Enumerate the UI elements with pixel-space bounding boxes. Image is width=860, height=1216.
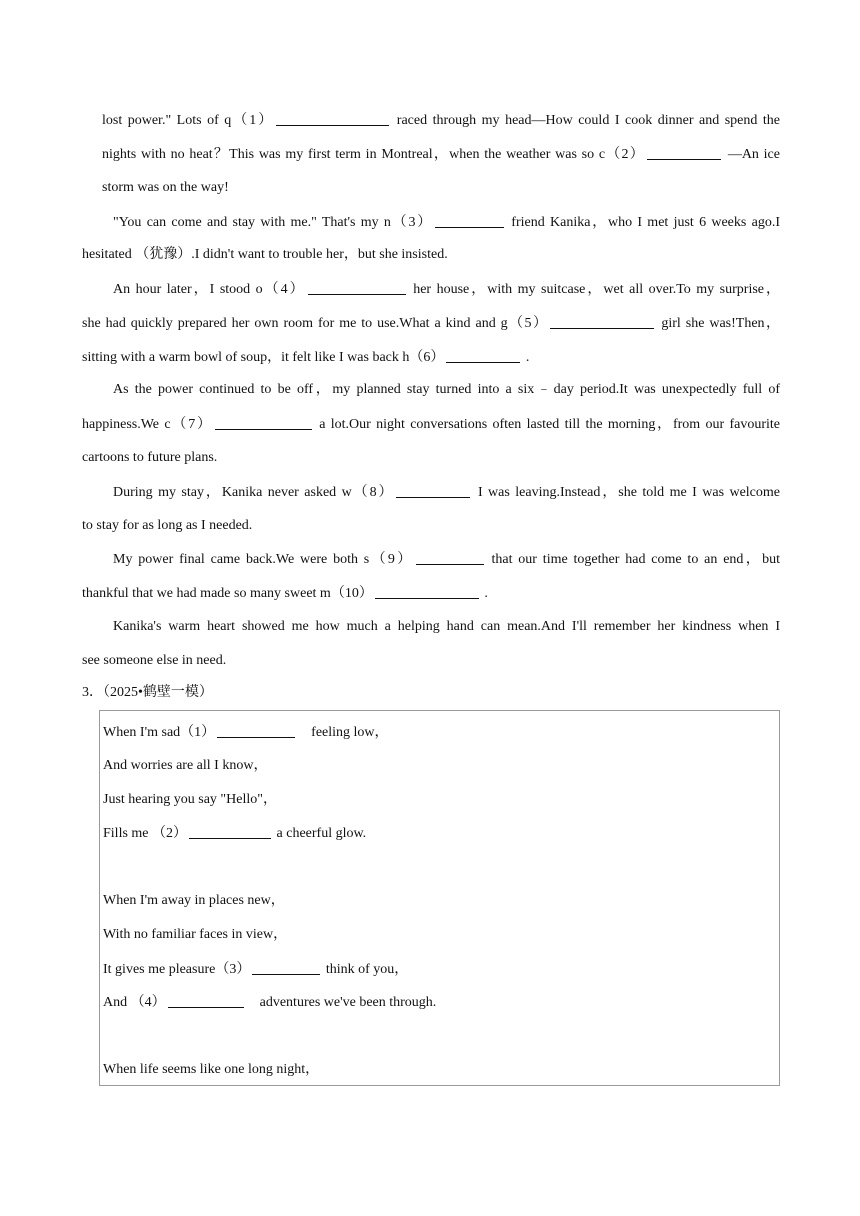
passage-text: An hour later，I stood o（4） <box>113 282 306 297</box>
answer-blank-1[interactable] <box>276 111 389 126</box>
poem-blank-2[interactable] <box>189 824 271 839</box>
passage-text: . <box>484 586 488 601</box>
passage-line-8 <box>82 348 529 367</box>
passage-text: hesitated （犹豫）.I didn't want to trouble her，but she insisted. <box>82 247 448 262</box>
passage-text: As the power continued to be off，my planned stay turned into a six﹣day period.It was unexpectedly full of <box>113 382 780 397</box>
answer-blank-10[interactable] <box>375 584 479 599</box>
answer-blank-5[interactable] <box>550 314 654 329</box>
poem-line-2 <box>103 757 267 775</box>
question-3-heading: 3．（2025•鹤壁一模） <box>82 685 213 700</box>
passage-text: she had quickly prepared her own room for me to use.What a kind and g（5） <box>82 316 549 331</box>
answer-blank-8[interactable] <box>396 483 470 498</box>
poem-text: When I'm away in places new， <box>103 893 285 908</box>
poem-line-5 <box>103 892 285 910</box>
poem-text: With no familiar faces in view， <box>103 927 288 942</box>
passage-text: My power final came back.We were both s（9） <box>113 552 414 567</box>
poem-line-3 <box>103 791 277 809</box>
answer-blank-4[interactable] <box>308 280 406 295</box>
passage-line-3 <box>102 179 229 197</box>
answer-blank-3[interactable] <box>435 213 504 228</box>
poem-box <box>99 710 780 1086</box>
poem-line-8 <box>103 993 436 1012</box>
passage-text: . <box>525 350 530 365</box>
poem-text: feeling low， <box>311 725 389 740</box>
poem-text: When I'm sad（1） <box>103 725 216 740</box>
passage-text: to stay for as long as I needed. <box>82 518 253 533</box>
answer-blank-9[interactable] <box>416 550 484 565</box>
poem-text: When life seems like one long night， <box>103 1062 320 1077</box>
passage-line-9 <box>113 381 780 399</box>
passage-text: her house，with my suitcase，wet all over.To my surprise， <box>413 282 781 297</box>
passage-line-12 <box>113 483 780 502</box>
passage-text: that our time together had come to an end，but <box>491 552 780 567</box>
passage-line-1 <box>102 111 780 130</box>
poem-text: think of you， <box>325 962 409 977</box>
passage-text: a lot.Our night conversations often lasted till the morning，from our favourite <box>319 417 781 432</box>
passage-text: happiness.We c（7） <box>82 417 213 432</box>
passage-text: cartoons to future plans. <box>82 450 218 465</box>
poem-blank-1[interactable] <box>217 723 295 738</box>
passage-text: I was leaving.Instead，she told me I was welcome <box>477 485 781 500</box>
poem-blank-3[interactable] <box>252 960 320 975</box>
passage-line-10 <box>82 415 780 434</box>
passage-text: Kanika's warm heart showed me how much a helping hand can mean.And I'll remember her kindness when I <box>113 619 780 634</box>
poem-text: Fills me （2） <box>103 826 188 841</box>
passage-text: girl she was!Then， <box>661 316 780 331</box>
passage-line-6 <box>113 280 780 299</box>
poem-text: a cheerful glow. <box>276 826 367 841</box>
answer-blank-7[interactable] <box>215 415 312 430</box>
poem-blank-4[interactable] <box>168 993 244 1008</box>
passage-text: During my stay，Kanika never asked w（8） <box>113 485 395 500</box>
passage-line-2 <box>102 145 780 164</box>
poem-line-9 <box>103 1061 319 1079</box>
poem-text: And worries are all I know， <box>103 758 268 773</box>
passage-text: sitting with a warm bowl of soup，it felt like I was back h（6） <box>82 350 445 365</box>
passage-line-15 <box>82 584 488 603</box>
passage-text: raced through my head—How could I cook dinner and spend the <box>396 113 780 128</box>
passage-line-11 <box>82 449 217 467</box>
passage-line-14 <box>113 550 780 569</box>
passage-text: lost power." Lots of q（1） <box>102 113 275 128</box>
passage-line-16 <box>113 618 780 636</box>
passage-text: thankful that we had made so many sweet m（10） <box>82 586 373 601</box>
answer-blank-2[interactable] <box>647 145 721 160</box>
passage-text: —An ice <box>727 147 780 162</box>
poem-line-6 <box>103 926 287 944</box>
passage-text: friend Kanika，who I met just 6 weeks ago.I <box>511 215 781 230</box>
passage-text: see someone else in need. <box>82 653 227 668</box>
poem-line-7 <box>103 960 408 979</box>
poem-text: Just hearing you say "Hello"， <box>103 792 277 807</box>
passage-line-4 <box>113 213 780 232</box>
passage-text: nights with no heat？This was my first term in Montreal，when the weather was so c（2） <box>102 147 646 162</box>
passage-line-13 <box>82 517 252 535</box>
passage-line-17 <box>82 652 226 670</box>
poem-text: adventures we've been through. <box>259 995 437 1010</box>
poem-text: And （4） <box>103 995 166 1010</box>
passage-text: storm was on the way! <box>102 180 229 195</box>
passage-line-5 <box>82 246 448 264</box>
passage-text: "You can come and stay with me." That's my n（3） <box>113 215 434 230</box>
poem-line-1 <box>103 723 389 742</box>
poem-text: It gives me pleasure（3） <box>103 962 251 977</box>
answer-blank-6[interactable] <box>446 348 520 363</box>
passage-line-7 <box>82 314 780 333</box>
poem-line-4 <box>103 824 366 843</box>
